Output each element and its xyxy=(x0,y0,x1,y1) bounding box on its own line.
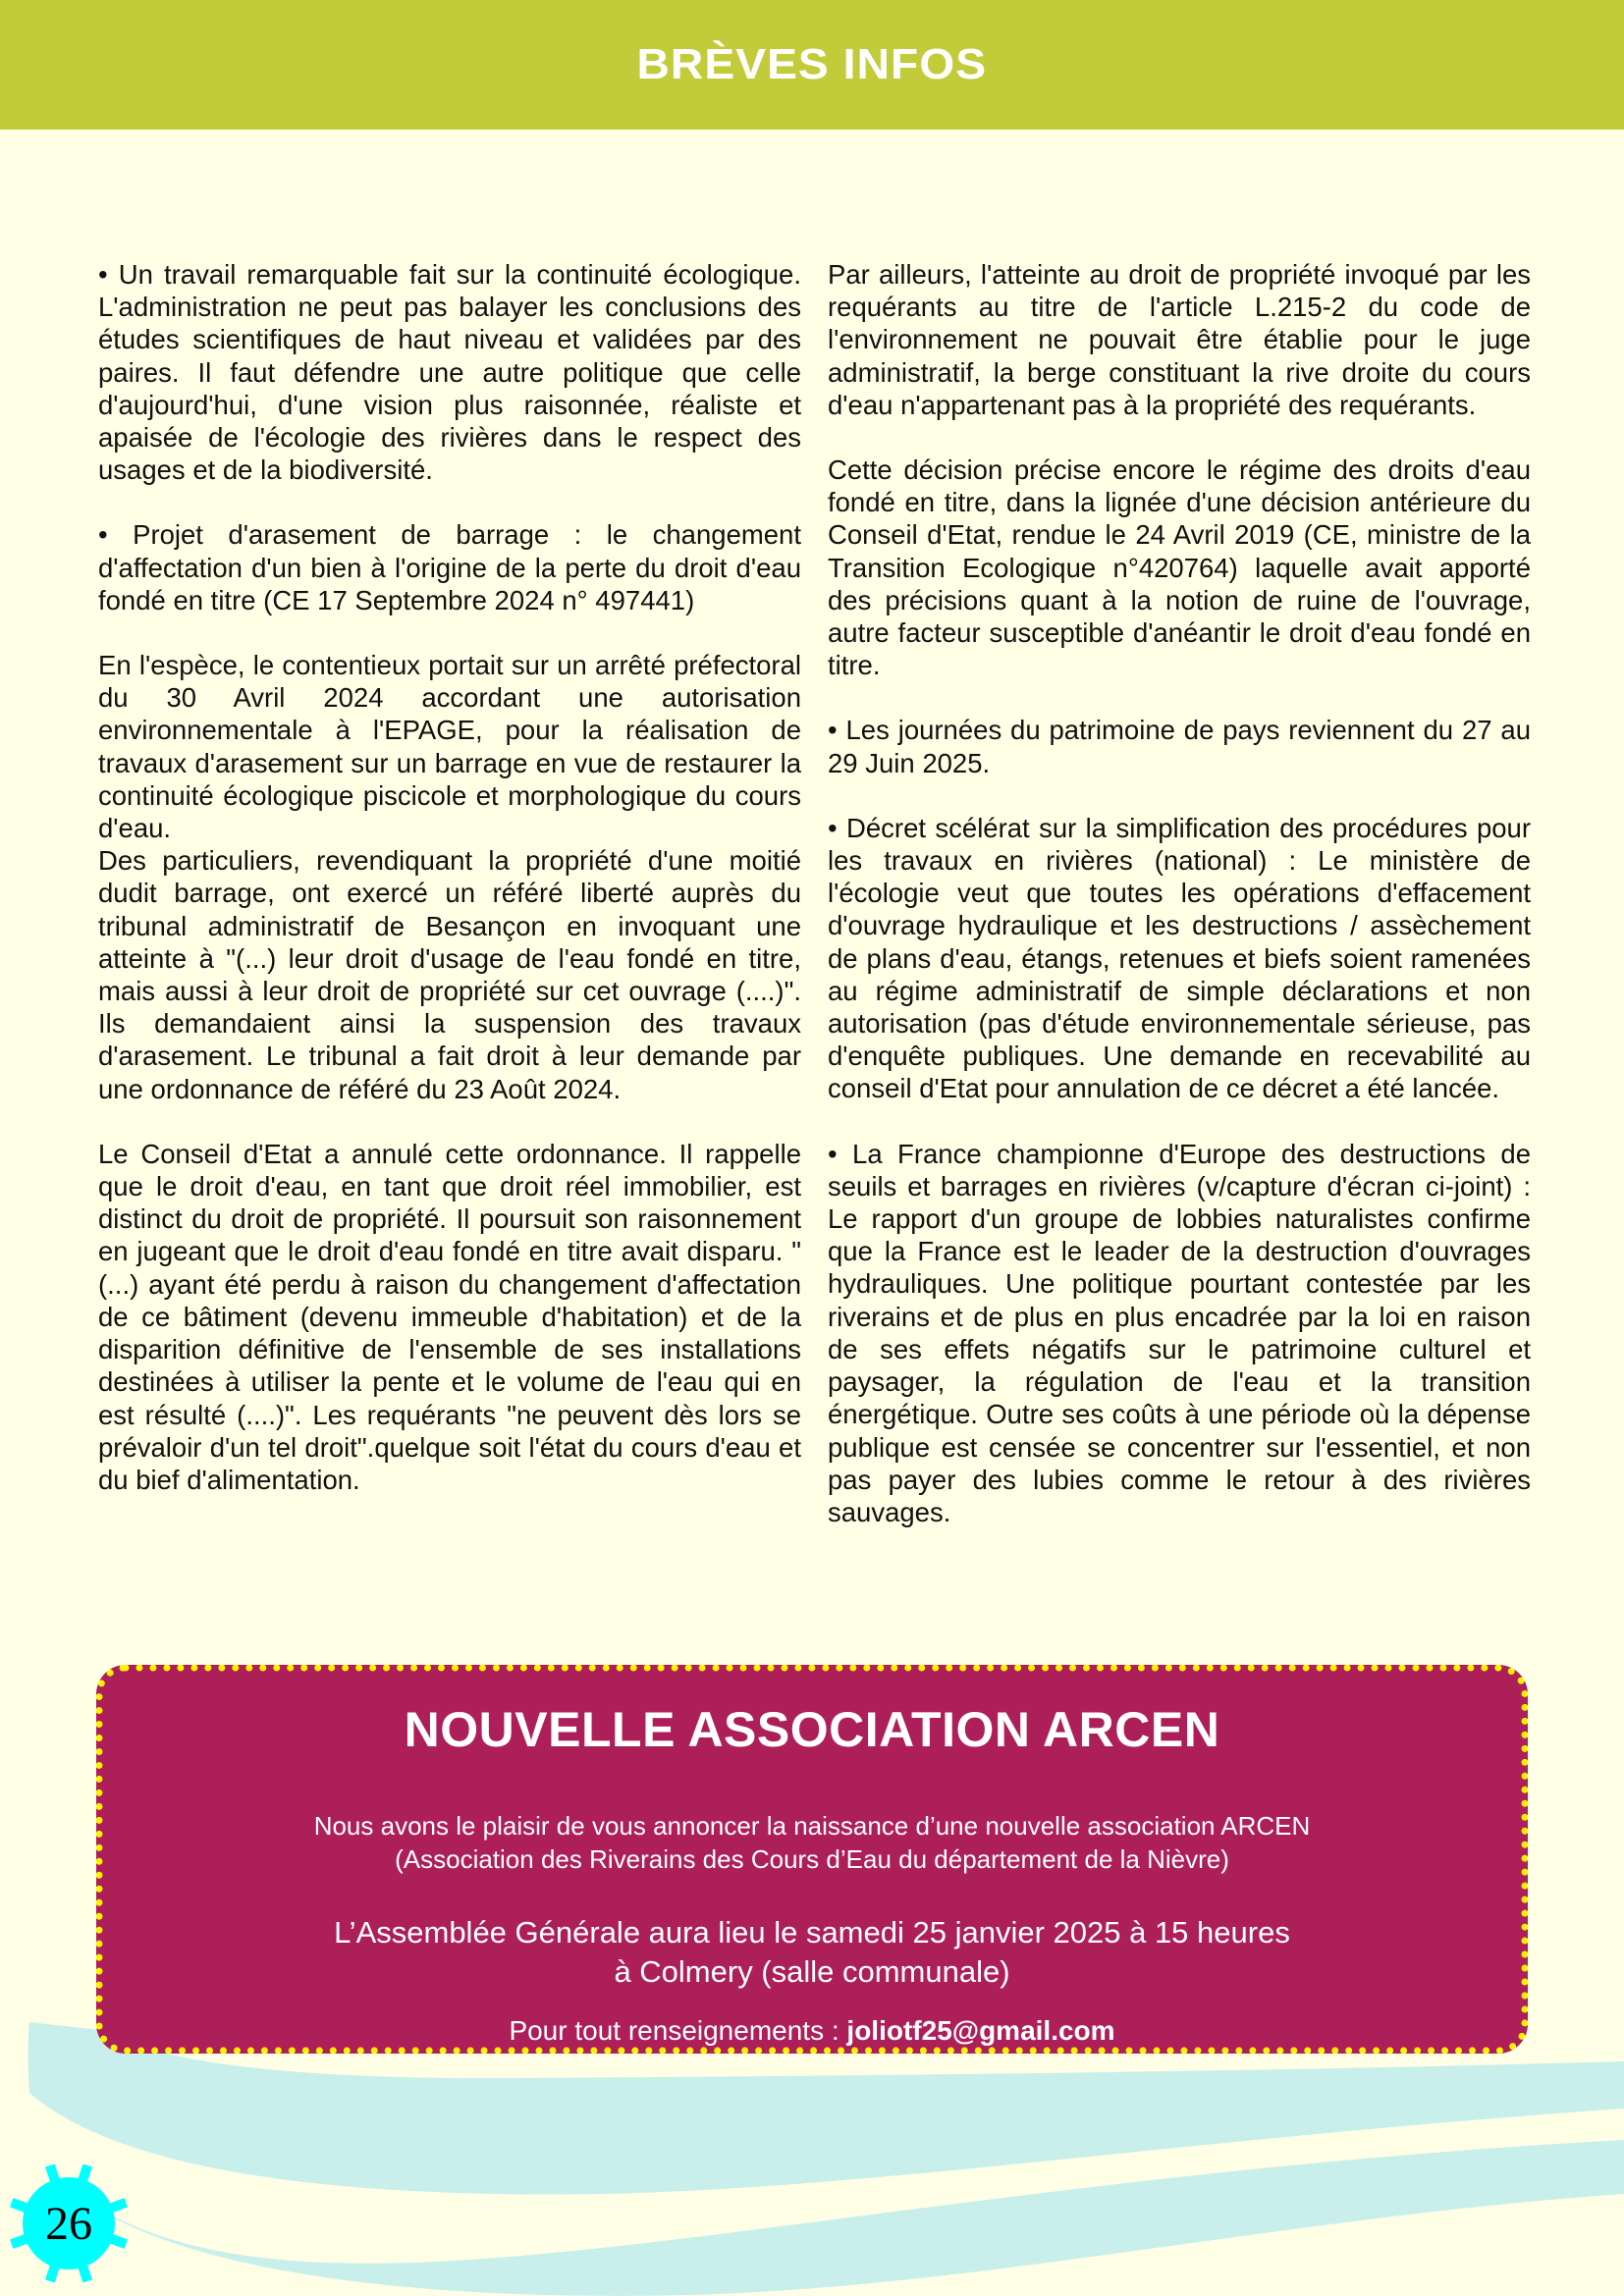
page-number: 26 xyxy=(45,2197,92,2250)
paragraph-espece: En l'espèce, le contentieux portait sur un arrêté préfectoral du 30 Avril 2024 accordant une autorisation environnementale à l'EPAGE, pour la réalisation de travaux d'arasement sur un barrage en vue de restaurer la continuité écologique piscicole et morphologique du cours d'eau. xyxy=(98,650,801,844)
paragraph-decision: Cette décision précise encore le régime des droits d'eau fondé en titre, dans la lignée d'une décision antérieure du Conseil d'Etat, rendue le 24 Avril 2019 (CE, ministre de la Transition Ecologique n°420764) laquelle avait apporté des précisions quant à la notion de ruine de l'ouvrage, autre facteur susceptible d'anéantir le droit d'eau fondé en titre. xyxy=(828,454,1531,681)
wave-decoration xyxy=(0,2022,1624,2296)
meeting-line: L’Assemblée Générale aura lieu le samedi 25 janvier 2025 à 15 heures xyxy=(334,1915,1290,1949)
intro-line: (Association des Riverains des Cours d’Eau du département de la Nièvre) xyxy=(395,1844,1229,1874)
paragraph-par-ailleurs: Par ailleurs, l'atteinte au droit de propriété invoqué par les requérants au titre de l'article L.215-2 du code de l'environnement ne pouvait être établie pour le juge administratif, la berge constituant la rive droite du cours d'eau n'appartenant pas à la propriété des requérants. xyxy=(828,259,1531,420)
paragraph-france-championne: • La France championne d'Europe des destructions de seuils et barrages en rivières (v/capture d'écran ci-joint) : Le rapport d'un groupe de lobbies naturalistes confirme que la France est le leader de la destruction d'ouvrages hydrauliques. Une politique pourtant contestée par les riverains et de plus en plus encadrée par la loi en raison de ses effets négatifs sur le patrimoine culturel et paysager, la régulation de l'eau et la transition énergétique. Outre ses coûts à une période où la dépense publique est censée se concentrer sur l'essentiel, et non pas payer des lubies comme le retour à des rivières sauvages. xyxy=(828,1138,1531,1527)
contact-label: Pour tout renseignements : xyxy=(509,2015,847,2046)
announcement-title: NOUVELLE ASSOCIATION ARCEN xyxy=(404,1702,1220,1757)
section-title: BRÈVES INFOS xyxy=(636,40,988,88)
announcement-intro xyxy=(103,1809,1521,1876)
announcement-contact xyxy=(103,2015,1521,2047)
contact-email-link[interactable]: joliotf25@gmail.com xyxy=(846,2015,1115,2046)
meeting-line: à Colmery (salle communale) xyxy=(614,1954,1010,1989)
left-column xyxy=(98,258,801,1528)
announcement-meeting xyxy=(103,1913,1521,1992)
intro-line: Nous avons le plaisir de vous annoncer la naissance d’une nouvelle association ARCEN xyxy=(313,1811,1311,1841)
paragraph-decret: • Décret scélérat sur la simplification des procédures pour les travaux en rivières (national) : Le ministère de l'écologie veut que toutes les opérations d'effacement d'ouvrage hydraulique et les destructions / assèchement de plans d'eau, étangs, retenues et biefs soient ramenées au régime administratif de simple déclarations et non autorisation (pas d'étude environnementale sérieuse, pas d'enquête publiques. Une demande en recevabilité au conseil d'Etat pour annulation de ce décret a été lancée. xyxy=(828,812,1531,1104)
paragraph-conseil-etat: Le Conseil d'Etat a annulé cette ordonnance. Il rappelle que le droit d'eau, en tant que droit réel immobilier, est distinct du droit de propriété. Il poursuit son raisonnement en jugeant que le droit d'eau fondé en titre avait disparu. "(...) ayant été perdu à raison du changement d'affectation de ce bâtiment (devenu immeuble d'habitation) et de la disparition définitive de l'ensemble de ses installations destinées à utiliser la pente et le volume de l'eau qui en est résulté (....)". Les requérants "ne peuvent dès lors se prévaloir d'un tel droit".quelque soit l'état du cours d'eau et du bief d'alimentation. xyxy=(98,1138,801,1495)
announcement-box xyxy=(96,1665,1528,2054)
paragraph-continuite: • Un travail remarquable fait sur la continuité écologique. L'administration ne peut pas balayer les conclusions des études scientifiques de haut niveau et validées par des paires. Il faut défendre une autre politique que celle d'aujourd'hui, d'une vision plus raisonnée, réaliste et apaisée de l'écologie des rivières dans le respect des usages et de la biodiversité. xyxy=(98,259,801,486)
paragraph-particuliers: Des particuliers, revendiquant la propriété d'une moitié dudit barrage, ont exercé un référé liberté auprès du tribunal administratif de Besançon en invoquant une atteinte à "(...) leur droit d'usage de l'eau fondé en titre, mais aussi à leur droit de propriété sur cet ouvrage (....)". Ils demandaient ainsi la suspension des travaux d'arasement. Le tribunal a fait droit à leur demande par une ordonnance de référé du 23 Août 2024. xyxy=(98,845,801,1104)
section-header xyxy=(0,0,1624,130)
right-column xyxy=(828,258,1531,1561)
paragraph-journees-patrimoine: • Les journées du patrimoine de pays reviennent du 27 au 29 Juin 2025. xyxy=(828,715,1531,778)
paragraph-arasement-title: • Projet d'arasement de barrage : le changement d'affectation d'un bien à l'origine de la perte du droit d'eau fondé en titre (CE 17 Septembre 2024 n° 497441) xyxy=(98,519,801,615)
